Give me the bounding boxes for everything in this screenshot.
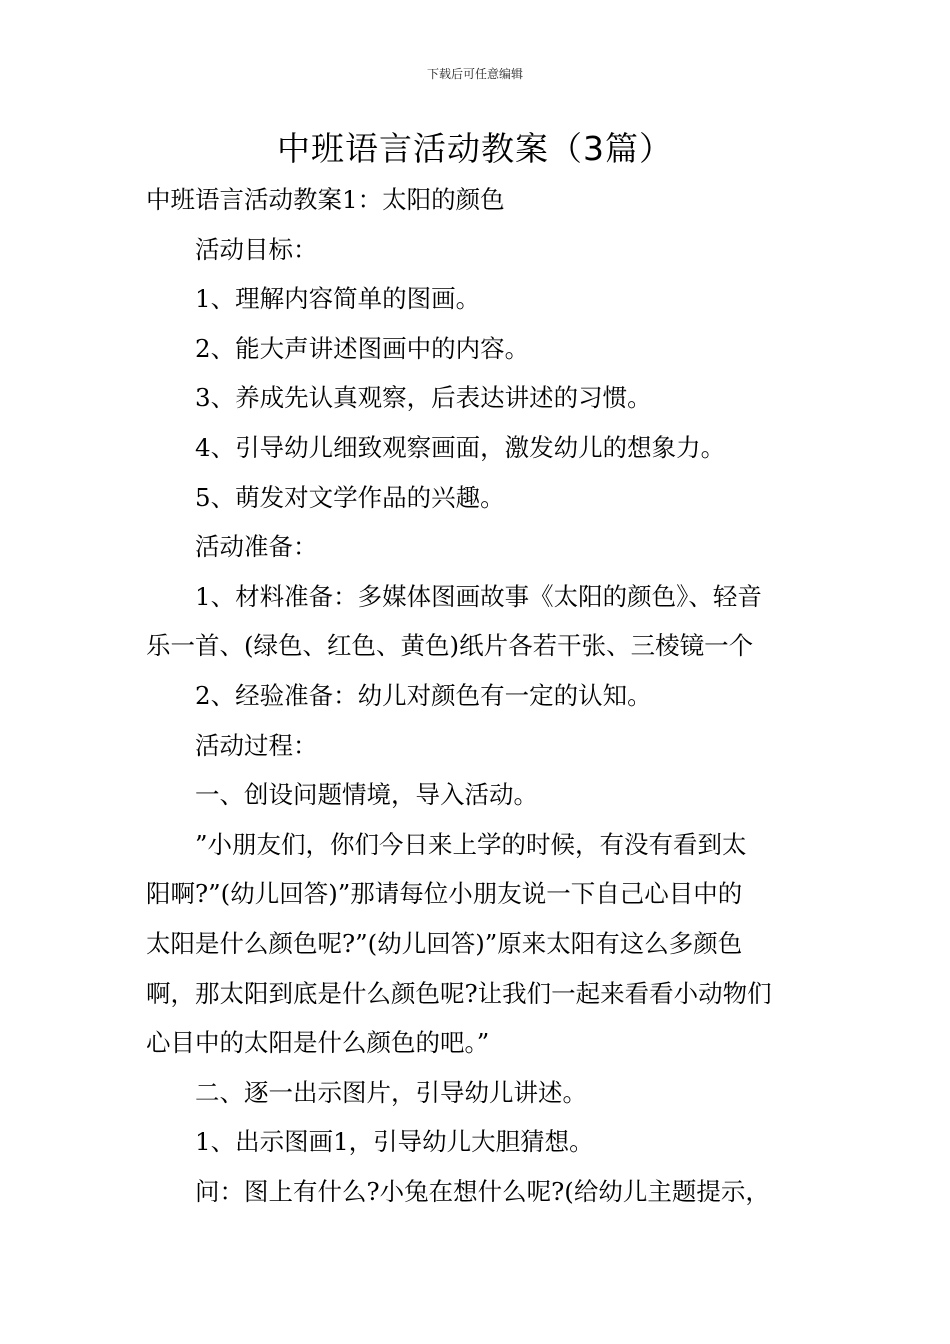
document-body [146, 175, 808, 1216]
header-note: 下载后可任意编辑 [426, 67, 523, 81]
paragraph-line: 2、能大声讲述图画中的内容。 [195, 333, 530, 363]
paragraph-line: 一、创设问题情境，导入活动。 [195, 780, 538, 810]
paragraph-line: 问：图上有什么?小兔在想什么呢?(给幼儿主题提示， [195, 1176, 770, 1206]
paragraph-line: 二、逐一出示图片，引导幼儿讲述。 [195, 1077, 587, 1107]
paragraph-line: 太阳是什么颜色呢?”(幼儿回答)”原来太阳有这么多颜色 [146, 928, 743, 958]
subtitle-line: 中班语言活动教案1：太阳的颜色 [146, 185, 505, 214]
paragraph-line: 活动过程： [195, 730, 318, 760]
paragraph-line: 乐一首、(绿色、红色、黄色)纸片各若干张、三棱镜一个 [146, 631, 754, 661]
paragraph-line: 5、萌发对文学作品的兴趣。 [195, 482, 505, 512]
paragraph-line: 活动准备： [195, 532, 318, 562]
document-title: 中班语言活动教案（3篇） [277, 129, 673, 168]
paragraph-line: 心目中的太阳是什么颜色的吧。” [146, 1028, 490, 1058]
paragraph-line: 阳啊?”(幼儿回答)”那请每位小朋友说一下自己心目中的 [146, 879, 743, 909]
paragraph-line: 2、经验准备：幼儿对颜色有一定的认知。 [195, 680, 652, 710]
paragraph-line: 啊，那太阳到底是什么颜色呢?让我们一起来看看小动物们 [146, 978, 772, 1008]
paragraph-line: 3、养成先认真观察，后表达讲述的习惯。 [195, 383, 652, 413]
paragraph-line: 活动目标： [195, 234, 318, 264]
paragraph-line: 1、理解内容简单的图画。 [195, 284, 481, 314]
paragraph-line: 1、材料准备：多媒体图画故事《太阳的颜色》、轻音 [195, 581, 762, 611]
paragraph-line: 4、引导幼儿细致观察画面，激发幼儿的想象力。 [195, 432, 726, 462]
paragraph-line: ”小朋友们，你们今日来上学的时候，有没有看到太 [195, 829, 747, 859]
paragraph-line: 1、出示图画1，引导幼儿大胆猜想。 [195, 1127, 594, 1157]
